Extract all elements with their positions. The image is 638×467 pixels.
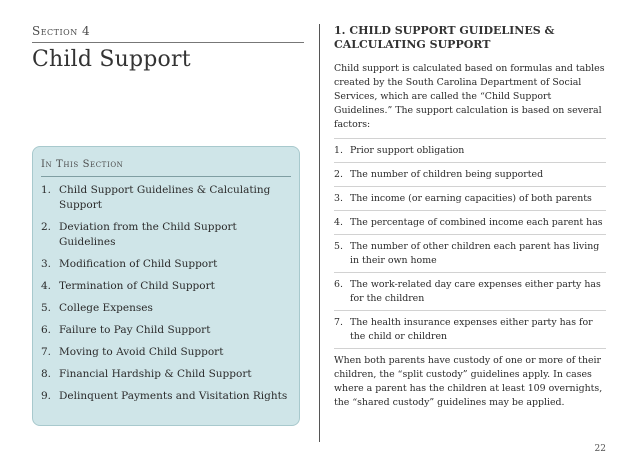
toc-item-label: Modification of Child Support [59,258,218,270]
toc-item-number: 3. [41,258,52,270]
closing-paragraph: When both parents have custody of one or more of their children, the “split custody” guidelines apply. In cases where a parent has the children at least 109 overnights, the “shared custody” guidelines may be applied. [334,348,606,410]
toc-item[interactable] [41,257,291,272]
factor-number: 6. [334,279,343,290]
toc-item[interactable] [41,389,291,404]
page-number: 22 [594,444,606,454]
section-label: Section 4 [32,24,91,38]
toc-item-number: 6. [41,324,52,336]
toc-item-label: Moving to Avoid Child Support [59,346,224,358]
factor-number: 4. [334,217,343,228]
factor-item [334,234,606,272]
toc-item[interactable] [41,183,291,213]
factor-text: The number of other children each parent has living in their own home [350,241,600,266]
toc-item-number: 5. [41,302,52,314]
factor-text: Prior support obligation [350,145,465,156]
intro-paragraph: Child support is calculated based on formulas and tables created by the South Carolina Department of Social Services, which are called the “Child Support Guidelines.” The support calculation is based on several factors: [334,63,605,130]
toc-item-number: 1. [41,184,52,196]
factor-number: 3. [334,193,343,204]
factor-number: 1. [334,145,343,156]
toc-item-number: 9. [41,390,52,402]
factor-number: 7. [334,317,343,328]
toc-item-number: 2. [41,221,52,233]
subsection-heading: 1. CHILD SUPPORT GUIDELINES & CALCULATING SUPPORT [334,24,555,51]
toc-item-label: Termination of Child Support [59,280,215,292]
toc-item-number: 8. [41,368,52,380]
factor-text: The percentage of combined income each parent has [350,217,603,228]
content-column [334,24,606,410]
section-header [32,24,304,72]
toc-item-label: Financial Hardship & Child Support [59,368,252,380]
factor-number: 2. [334,169,343,180]
toc-item[interactable] [41,323,291,338]
factor-item [334,310,606,348]
toc-item-label: Child Support Guidelines & Calculating Support [59,184,271,211]
factor-item [334,210,606,234]
toc-item-label: College Expenses [59,302,153,314]
factor-text: The number of children being supported [350,169,544,180]
factor-number: 5. [334,241,343,252]
page-title: Child Support [32,47,191,72]
toc-item[interactable] [41,301,291,316]
column-divider [319,24,320,442]
in-this-section-heading: In This Section [41,159,291,177]
toc-item-label: Delinquent Payments and Visitation Rights [59,390,288,402]
toc-item-label: Failure to Pay Child Support [59,324,211,336]
factors-list [334,138,606,348]
factor-text: The work-related day care expenses either party has for the children [350,279,601,304]
factor-text: The health insurance expenses either party has for the child or children [350,317,593,342]
toc-item[interactable] [41,367,291,382]
section-rule [32,42,304,43]
toc-item-number: 7. [41,346,52,358]
in-this-section-box [32,146,300,426]
factor-item [334,272,606,310]
toc-item-number: 4. [41,280,52,292]
toc-item[interactable] [41,345,291,360]
toc-item[interactable] [41,220,291,250]
factor-item [334,162,606,186]
toc-item-label: Deviation from the Child Support Guidelines [59,221,237,248]
toc-item[interactable] [41,279,291,294]
factor-text: The income (or earning capacities) of both parents [350,193,592,204]
toc-list [41,183,291,404]
factor-item [334,138,606,162]
factor-item [334,186,606,210]
